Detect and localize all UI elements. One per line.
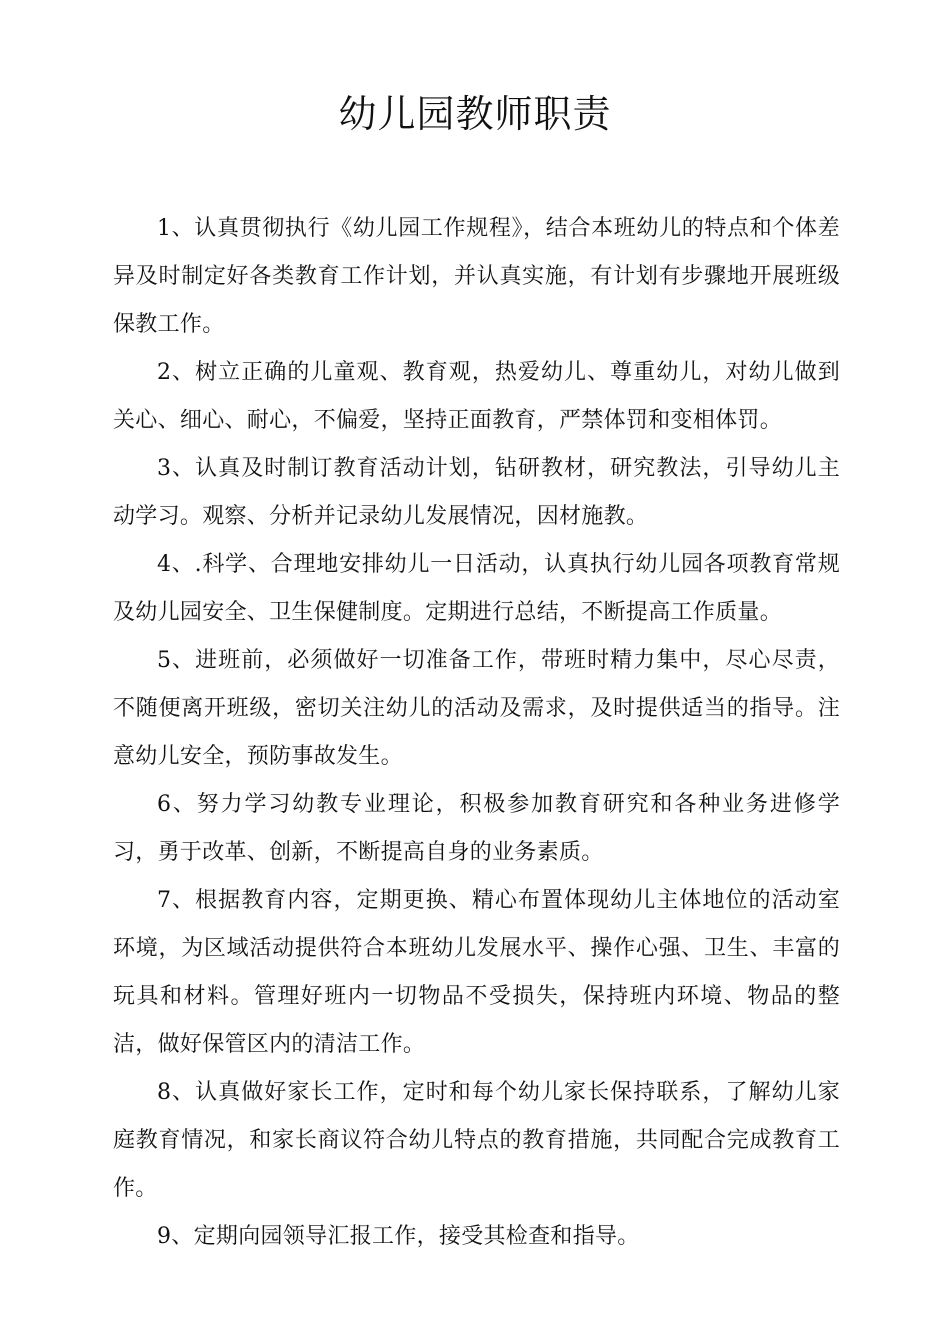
duty-paragraph-2: 2、树立正确的儿童观、教育观，热爱幼儿、尊重幼儿，对幼儿做到关心、细心、耐心，不偏爱，坚持正面教育，严禁体罚和变相体罚。: [113, 360, 840, 433]
duty-paragraph-9: 9、定期向园领导汇报工作，接受其检查和指导。: [157, 1224, 640, 1249]
duty-paragraph-6: 6、努力学习幼教专业理论，积极参加教育研究和各种业务进修学习，勇于改革、创新，不断提高自身的业务素质。: [113, 792, 840, 865]
duty-paragraph-7: 7、根据教育内容，定期更换、精心布置体现幼儿主体地位的活动室环境，为区域活动提供符合本班幼儿发展水平、操作心强、卫生、丰富的玩具和材料。管理好班内一切物品不受损失，保持班内环境、物品的整洁，做好保管区内的清洁工作。: [113, 888, 840, 1057]
duty-paragraph-4: 4、.科学、合理地安排幼儿一日活动，认真执行幼儿园各项教育常规及幼儿园安全、卫生保健制度。定期进行总结，不断提高工作质量。: [113, 552, 840, 625]
duty-paragraph-5: 5、进班前，必须做好一切准备工作，带班时精力集中，尽心尽责，不随便离开班级，密切关注幼儿的活动及需求，及时提供适当的指导。注意幼儿安全，预防事故发生。: [113, 648, 840, 769]
duty-paragraph-8: 8、认真做好家长工作，定时和每个幼儿家长保持联系，了解幼儿家庭教育情况，和家长商议符合幼儿特点的教育措施，共同配合完成教育工作。: [113, 1080, 840, 1201]
duty-paragraph-3: 3、认真及时制订教育活动计划，钻研教材，研究教法，引导幼儿主动学习。观察、分析并记录幼儿发展情况，因材施教。: [113, 456, 840, 529]
duty-paragraph-1: 1、认真贯彻执行《幼儿园工作规程》，结合本班幼儿的特点和个体差异及时制定好各类教育工作计划，并认真实施，有计划有步骤地开展班级保教工作。: [113, 216, 840, 337]
document-body: [113, 205, 840, 1261]
document-title: 幼儿园教师职责: [338, 92, 612, 136]
